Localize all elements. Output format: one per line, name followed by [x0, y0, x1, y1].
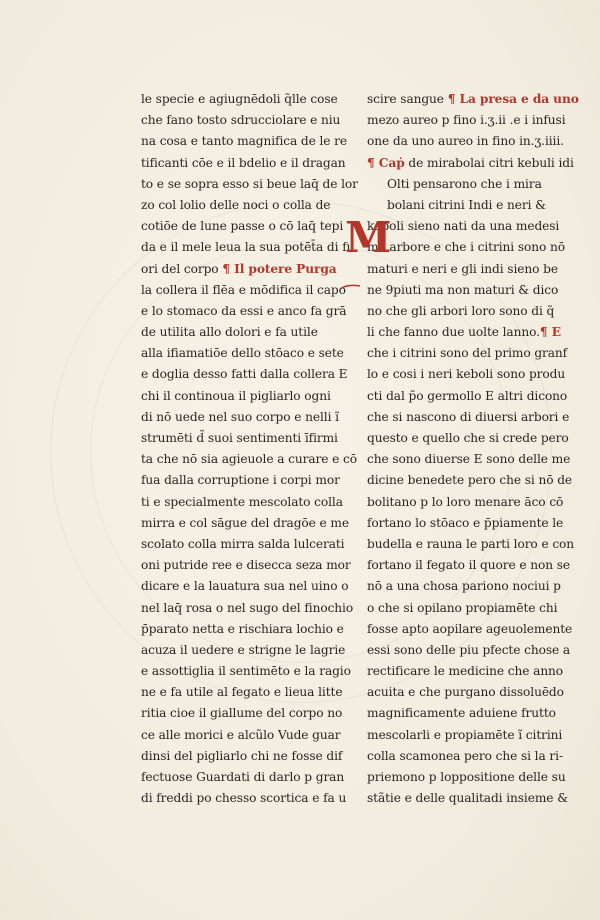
text-line: dinsi del pigliarlo chi ne fosse dif: [141, 748, 343, 763]
text-segment: de mirabolai citri kebuli idi: [408, 155, 574, 170]
left-text-column: [141, 89, 358, 809]
chapter-heading: [367, 153, 574, 174]
text-line: di nō uede nel suo corpo e nelli ĩ: [141, 409, 339, 424]
text-line: fortano lo stōaco e p̄piamente le: [367, 515, 564, 530]
text-line: de utilita allo dolori e fa utile: [141, 325, 318, 340]
text-segment: ori del corpo: [141, 261, 219, 276]
rubric-mark: ¶ La presa e da uno: [447, 92, 579, 106]
drop-initial: M: [345, 212, 392, 262]
text-line: ce alle morici e alcũlo Vude guar: [141, 727, 341, 742]
text-line: bolitano p lo loro menare āco cō: [367, 494, 564, 509]
text-line: tificanti cōe e il bdelio e il dragan: [141, 155, 346, 170]
right-text-column: [345, 89, 579, 809]
text-line: fortano il fegato il quore e non se: [367, 558, 571, 573]
text-segment: scire sangue: [367, 92, 444, 106]
text-line: ritia cioe il giallume del corpo no: [141, 706, 343, 721]
text-line-with-rubric: [367, 322, 567, 343]
text-line: dicine benedete pero che si nō de: [367, 473, 573, 488]
text-line: bolani citrini Indi e neri &: [387, 197, 546, 212]
text-line: no che gli arbori loro sono di q̃: [367, 303, 555, 318]
text-line: na cosa e tanto magnifica de le re: [141, 134, 348, 149]
text-line: maturi e neri e gli indi sieno be: [367, 261, 558, 276]
text-line: priemono p loppositione delle su: [367, 770, 566, 784]
text-line: ma arbore e che i citrini sono nō: [367, 240, 565, 255]
text-line: keboli sieno nati da una medesi: [367, 219, 560, 234]
text-segment: li che fanno due uolte lanno.: [367, 325, 540, 340]
text-line: mescolarli e propiamēte ĩ citrini: [367, 727, 563, 742]
text-line: mirra e col sāgue del dragōe e me: [141, 515, 349, 530]
text-line: cotiōe de lune passe o cō laq̄ tepi: [141, 219, 344, 234]
text-line: la collera il flēa e mōdifica il capo: [141, 282, 346, 297]
text-line-with-rubric: [367, 89, 579, 110]
text-line: Olti pensarono che i mira: [387, 176, 542, 191]
text-line: cti dal p̃o germollo E altri dicono: [367, 388, 568, 403]
text-line: dicare e la lauatura sua nel uino o: [141, 579, 349, 594]
text-line: e assottiglia il sentimēto e la ragio: [141, 664, 351, 679]
text-line: ti e specialmente mescolato colla: [141, 494, 343, 509]
text-line: e lo stomaco da essi e anco fa grā: [141, 303, 347, 318]
text-line: to e se sopra esso si beue laq̄ de lor: [141, 176, 358, 191]
text-line: ta che nō sia agieuole a curare e cō: [141, 452, 357, 467]
text-line: zo col lolio delle noci o colla de: [141, 197, 331, 212]
text-line: che fano tosto sdrucciolare e niu: [141, 113, 341, 128]
text-line: ne 9piuti ma non maturi & dico: [367, 282, 559, 297]
text-line: chi il continoua il pigliarlo ogni: [141, 388, 331, 403]
text-line: fectuose Guardati di darlo p gran: [141, 770, 345, 784]
text-line: le specie e agiugnēdoli q̃lle cose: [141, 92, 338, 106]
text-line: lo e cosi i neri keboli sono produ: [367, 367, 566, 382]
text-line: da e il mele leua la sua potēt̄a di fu: [141, 240, 355, 255]
text-line: scolato colla mirra salda lulcerati: [141, 536, 345, 551]
text-line: nō a una chosa pariono nociui p: [367, 579, 561, 594]
text-line: di freddi po chesso scortica e fa u: [141, 791, 347, 806]
rubric-mark: ¶ Il potere Purga: [222, 261, 337, 276]
rubric-mark: ¶ E: [539, 325, 561, 340]
text-line: budella e rauna le parti loro e con: [367, 536, 575, 551]
text-line: e doglia desso fatti dalla collera E: [141, 367, 348, 382]
text-line-with-rubric: [141, 259, 351, 280]
text-line: magnificamente aduiene frutto: [367, 706, 556, 721]
text-line: essi sono delle piu pfecte chose a: [367, 642, 571, 657]
text-line: stãtie e delle qualitadi insieme &: [367, 791, 568, 806]
text-line: questo e quello che si crede pero: [367, 431, 569, 445]
text-line: strumēti d̃ suoi sentimenti īfirmi: [141, 431, 338, 445]
text-line: mezo aureo p fino i.ʒ.ii .e i infusi: [367, 113, 566, 128]
text-line: fua dalla corruptione i corpi mor: [141, 473, 340, 488]
text-line: nel laq̄ rosa o nel sugo del finochio: [141, 600, 354, 615]
text-line: one da uno aureo in fino in.ʒ.iiii.: [367, 134, 564, 149]
text-line: che i citrini sono del primo granf: [367, 346, 568, 361]
text-line: p̄parato netta e rischiara lochio e: [141, 621, 344, 636]
text-line: acuita e che purgano dissoluēdo: [367, 685, 564, 700]
text-line: acuza il uedere e strigne le lagrie: [141, 642, 346, 657]
text-line: che si nascono di diuersi arbori e: [367, 409, 570, 424]
text-line: oni putride ree e disecca seza mor: [141, 558, 351, 573]
chapter-rubric: ¶ Caṗ: [367, 155, 405, 170]
text-line: colla scamonea pero che si la ri-: [367, 748, 563, 763]
text-line: alla ifiamatiōe dello stōaco e sete: [141, 346, 344, 361]
flourish-icon: [339, 284, 361, 290]
text-line: o che si opilano propiamēte chi: [367, 600, 558, 615]
text-line: fosse apto aopilare ageuolemente: [367, 621, 573, 636]
text-line: che sono diuerse E sono delle me: [367, 452, 571, 467]
text-line: rectificare le medicine che anno: [367, 664, 564, 679]
text-line: ne e fa utile al fegato e lieua litte: [141, 685, 343, 700]
